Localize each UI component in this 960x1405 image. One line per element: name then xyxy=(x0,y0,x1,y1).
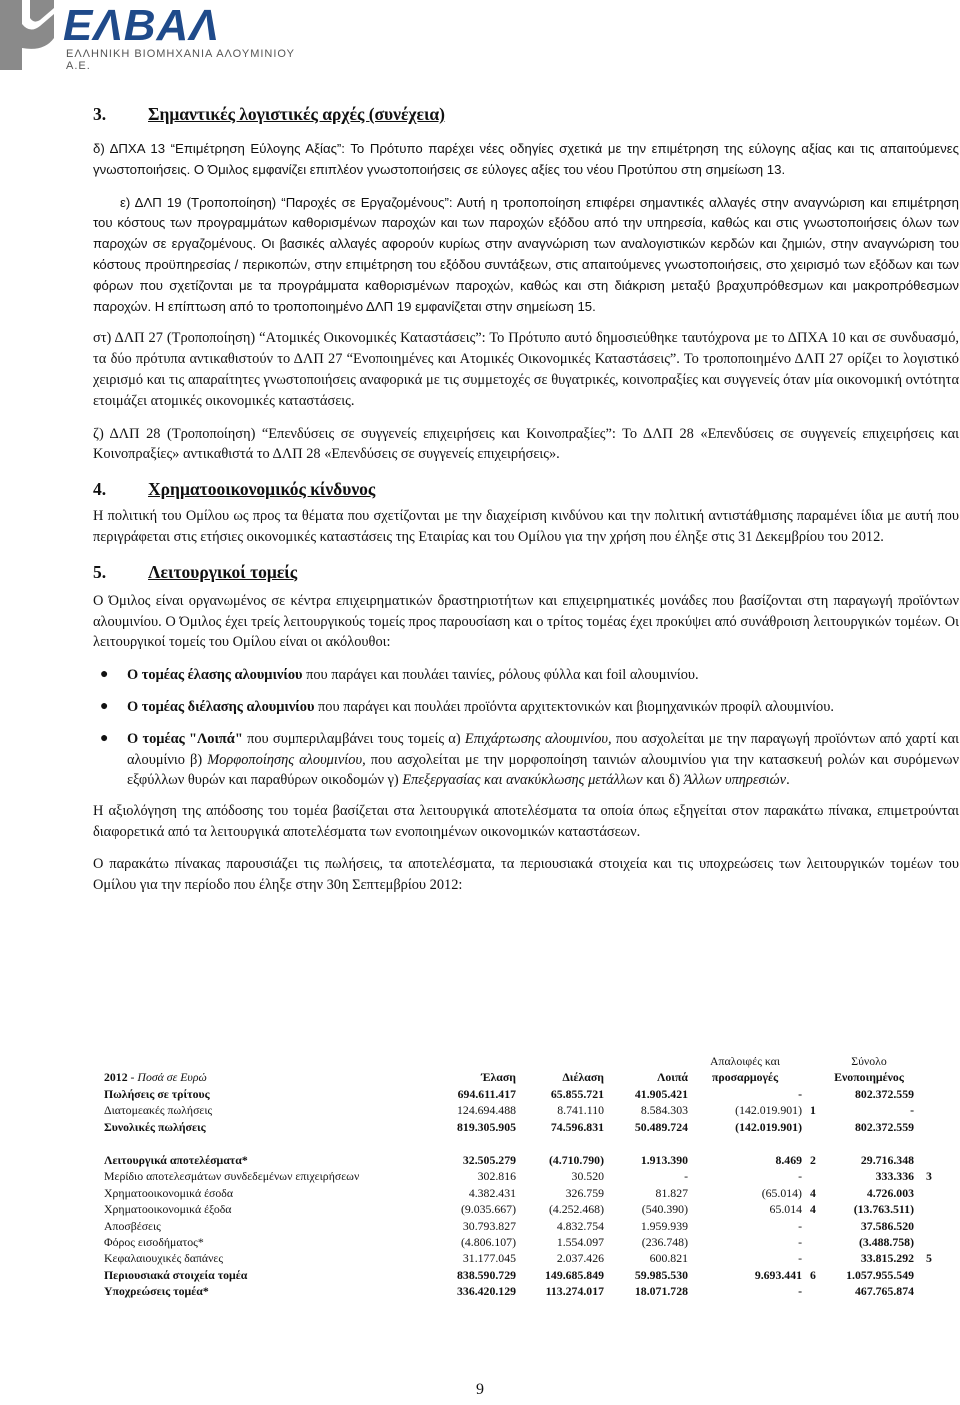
logo-wordmark: ΕΛΒΑΛ xyxy=(63,1,220,50)
table-header-row: Απαλοιφές και Σύνολο xyxy=(709,1054,887,1068)
table-row: Αποσβέσεις 30.793.827 4.832.754 1.959.939 - 37.586.520 xyxy=(104,1218,914,1233)
paragraph-ias19: ε) ΔΛΠ 19 (Τροποποίηση) “Παροχές σε Εργαζομένους”: Αυτή η τροποποίηση επιφέρει σημαντικές αλλαγές στην αναγνώριση και επιμέτρηση του κόστους των προγραμμάτων καθορισμένων παροχών και των παροχών εξόδου από την υπηρεσία, καθώς και στις γνωστοποιήσεις όλων των παροχών σε εργαζομένους. Οι βασικές αλλαγές αφορούν κυρίως στην αναγνώριση των αναλογιστικών κερδών και ζημιών, στην αναγνώριση του κόστους προϋπηρεσίας / περικοπών, στην επιμέτρηση του εξόδου συντάξεων, στις απαιτούμενες γνωστοποιήσεις, στο χειρισμό των εξόδων και των φόρων που σχετίζονται με τα προγράμματα καθορισμένων παροχών, καθώς και στη διάκριση μεταξύ βραχυπρόθεσμων και μακροπρόθεσμων παροχών. Η επίπτωση από το τροποποιημένο ΔΛΠ 19 εμφανίζεται στην σημείωση 15. xyxy=(93,194,959,314)
table-row: Υποχρεώσεις τομέα* 336.420.129 113.274.017 18.071.728 - 467.765.874 xyxy=(104,1284,914,1299)
table-row: Χρηματοοικονομικά έξοδα (9.035.667) (4.252.468) (540.390) 65.014 4 (13.763.511) xyxy=(104,1202,914,1217)
table-row: Διατομεακές πωλήσεις 124.694.488 8.741.110 8.584.303 (142.019.901) 1 - xyxy=(104,1103,914,1118)
logo-subtitle: ΕΛΛΗΝΙΚΗ ΒΙΟΜΗΧΑΝΙΑ ΑΛΟΥΜΙΝΙΟΥ Α.Ε. xyxy=(66,48,295,72)
logo-mark-icon xyxy=(0,0,60,70)
paragraph-ias28: ζ) ΔΛΠ 28 (Τροποποίηση) “Επενδύσεις σε συγγενείς επιχειρήσεις και Κοινοπραξίες”: Το ΔΛΠ 28 «Επενδύσεις σε συγγενείς επιχειρήσεις και Κοινοπραξίες» αντικαθιστά το ΔΛΠ 28 «Επενδύσεις σε συγγενείς επιχειρήσεις». xyxy=(93,425,959,463)
table-row: Χρηματοοικονομικά έσοδα 4.382.431 326.759 81.827 (65.014) 4 4.726.003 xyxy=(104,1185,914,1200)
table-row: Λειτουργικά αποτελέσματα* 32.505.279 (4.710.790) 1.913.390 8.469 2 29.716.348 xyxy=(104,1153,914,1168)
section-3-heading: 3. Σημαντικές λογιστικές αρχές (συνέχεια) xyxy=(93,104,446,124)
table-row: Κεφαλαιουχικές δαπάνες 31.177.045 2.037.426 600.821 - 33.815.292 5 xyxy=(104,1251,932,1266)
document-body xyxy=(93,104,959,895)
table-row: Πωλήσεις σε τρίτους 694.611.417 65.855.721 41.905.421 - 802.372.559 xyxy=(104,1086,914,1101)
company-logo xyxy=(0,0,300,70)
table-row: Φόρος εισοδήματος* (4.806.107) 1.554.097 (236.748) - (3.488.758) xyxy=(104,1235,914,1250)
paragraph-segment-evaluation: Η αξιολόγηση της απόδοσης του τομέα βασίζεται στα λειτουργικά αποτελέσματα τα οποία όπως εξηγείται στον παρακάτω πίνακα, επιμετρούνται διαφορετικά από τα λειτουργικά αποτελέσματα των ενοποιημένων οικονομικών καταστάσεων. xyxy=(93,803,959,840)
paragraph-segments-intro: Ο Όμιλος είναι οργανωμένος σε κέντρα επιχειρηματικών δραστηριοτήτων και επιχειρηματικές μονάδες που βασίζονται στη παραγωγή προϊόντων αλουμινίου. Ο Όμιλος έχει τρείς λειτουργικούς τομείς προς παρουσίαση και ο τρίτος τομέας έχει προκύψει από συνάθροιση λειτουργικών τομέων. Οι λειτουργικοί τομείς του Ομίλου είναι οι ακόλουθοι: xyxy=(93,592,959,651)
table-row: Συνολικές πωλήσεις 819.305.905 74.596.831 50.489.724 (142.019.901) 802.372.559 xyxy=(104,1119,914,1134)
paragraph-ias27: στ) ΔΛΠ 27 (Τροποποίηση) “Ατομικές Οικονομικές Καταστάσεις”: Το Πρότυπο αυτό δημοσιεύθηκε ταυτόχρονα με το ΔΠΧΑ 10 και σε συνδυασμό, τα δύο πρότυπα αντικαθιστούν το ΔΛΠ 27 “Ενοποιημένες και Ατομικές Οικονομικές Καταστάσεις”. Το τροποποιημένο ΔΛΠ 27 ορίζει το λογιστικό χειρισμό και τις απαραίτητες γνωστοποιήσεις αναφορικά με τις συμμετοχές σε θυγατρικές, κοινοπραξίες και συγγενείς όταν μία οικονομική οντότητα ετοιμάζει ατομικές οικονομικές καταστάσεις. xyxy=(93,330,959,409)
section-5-heading: 5. Λειτουργικοί τομείς xyxy=(93,561,298,582)
list-item: ● Ο τομέας έλασης αλουμινίου που παράγει και πουλάει ταινίες, ρόλους φύλλα και foil αλουμινίου. xyxy=(100,667,699,684)
page-number: 9 xyxy=(476,1381,484,1398)
table-row: Μερίδιο αποτελεσμάτων συνδεδεμένων επιχειρήσεων 302.816 30.520 - - 333.336 3 xyxy=(104,1169,932,1184)
list-item: ● Ο τομέας "Λοιπά" που συμπεριλαμβάνει τους τομείς α) Επιχάρτωσης αλουμινίου, που ασχολείται με την παραγωγή προϊόντων από χαρτί και αλουμίνιο β) Μορφοποίησης αλουμινίου, που ασχολείται με την μορφοποίηση ταινιών αλουμινίου για την κατασκευή ρολών και συρόμενων εξφύλλων θυρών και παραθύρων οικοδομών γ) Επεξεργασίας και ανακύκλωσης μετάλλων και δ) Άλλων υπηρεσιών. xyxy=(100,730,960,789)
table-header-row: 2012 - Ποσά σε Ευρώ Έλαση Διέλαση Λοιπά προσαρμογές Ενοποιημένος xyxy=(104,1070,904,1085)
segment-table xyxy=(104,1053,944,1300)
paragraph-ifrs13: δ) ΔΠΧΑ 13 “Επιμέτρηση Εύλογης Αξίας”: Το Πρότυπο παρέχει νέες οδηγίες σχετικά με την επιμέτρηση της εύλογης αξίας και τις απαιτούμενες γνωστοποιήσεις. Ο Όμιλος εμφανίζει επιπλέον γνωστοποιήσεις σε εύλογες αξίες του νέου Προτύπου στη σημείωση 13. xyxy=(93,141,959,177)
paragraph-table-intro: Ο παρακάτω πίνακας παρουσιάζει τις πωλήσεις, τα αποτελέσματα, τα περιουσιακά στοιχεία και τις υποχρεώσεις των λειτουργικών τομέων του Ομίλου για την περίοδο που έληξε στην 30η Σεπτεμβρίου 2012: xyxy=(93,855,959,893)
paragraph-financial-risk: Η πολιτική του Ομίλου ως προς τα θέματα που σχετίζονται με την διαχείριση κινδύνου και την πολιτική αντιστάθμισης παραμένει ίδια με αυτή που περιγράφεται στις ετήσιες οικονομικές καταστάσεις της Εταιρίας και του Ομίλου για την χρήση που έληξε στις 31 Δεκεμβρίου του 2012. xyxy=(93,508,959,545)
segments-list xyxy=(93,665,959,791)
list-item: ● Ο τομέας διέλασης αλουμινίου που παράγει και πουλάει προϊόντα αρχιτεκτονικών και βιομηχανικών προφίλ αλουμινίου. xyxy=(100,698,834,715)
table-row: Περιουσιακά στοιχεία τομέα 838.590.729 149.685.849 59.985.530 9.693.441 6 1.057.955.549 xyxy=(104,1267,914,1282)
section-4-heading: 4. Χρηματοοικονομικός κίνδυνος xyxy=(93,479,376,500)
table-spacer xyxy=(104,1135,944,1152)
